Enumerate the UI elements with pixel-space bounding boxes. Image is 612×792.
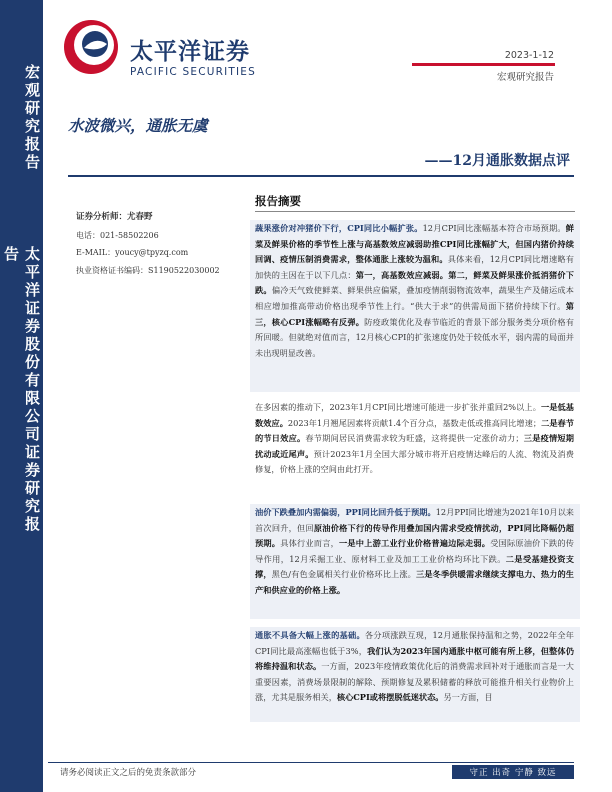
analyst-email[interactable]: E-MAIL：youcy@tpyzq.com xyxy=(76,248,189,257)
brand-name-en: PACIFIC SECURITIES xyxy=(130,66,257,78)
header-accent-line xyxy=(412,63,555,66)
pacific-logo-icon xyxy=(62,18,120,76)
report-subtitle: ——12月通胀数据点评 xyxy=(424,153,570,169)
footer-divider xyxy=(48,762,574,763)
footer-disclaimer: 请务必阅读正文之后的免责条款部分 xyxy=(60,768,197,778)
report-title: 水波微兴，通胀无虞 xyxy=(68,116,208,135)
title-divider xyxy=(68,175,574,177)
analyst-name: 证券分析师：尤春野 xyxy=(76,212,153,222)
footer-motto: 守正 出奇 宁静 致远 xyxy=(452,765,574,779)
summary-divider xyxy=(255,211,575,212)
sidebar-company-label: 太平洋证券股份有限公司证券研究报告 xyxy=(2,246,41,534)
summary-paragraph-4: 通胀不具备大幅上涨的基础。各分项涨跌互现，12月通胀保持温和之势，2022年全年CPI同比最高涨幅也低于3%，我们认为2023年国内通胀中枢可能有所上移，但整体仍将维持温和状态。一方面，2023年疫情政策优化后的消费需求回补对于通胀而言是一大重要因素，消费场景限制的解除、预期修复及累积储蓄的释放可能推升相关行业物价上涨，尤其是服务相关，核心CPI或将摆脱低迷状态。另一方面，目 xyxy=(255,630,574,703)
report-category: 宏观研究报告 xyxy=(496,72,554,83)
analyst-license: 执业资格证书编码：S1190522030002 xyxy=(76,265,220,275)
brand-name: 太平洋证券 xyxy=(130,39,250,65)
sidebar-report-type: 宏观研究报告 xyxy=(23,64,41,172)
report-date: 2023-1-12 xyxy=(504,50,554,61)
summary-heading: 报告摘要 xyxy=(255,194,301,208)
summary-paragraph-3: 油价下跌叠加内需偏弱，PPI同比回升低于预期。12月PPI同比增速为2021年10月以来首次回升，但回原油价格下行的传导作用叠加国内需求受疫情扰动，PPI同比降幅仍超预期。具体行业而言，一是中上游工业行业价格普遍边际走弱。受国际原油价下跌的传导作用，12月采掘工业、原材料工业及加工工业价格均环比下跌。二是受基建投资支撑，黑色/有色金属相关行业价格环比上涨。三是冬季供暖需求继续支撑电力、热力的生产和供应业的价格上涨。 xyxy=(255,507,574,595)
analyst-phone: 电话：021-58502206 xyxy=(76,230,159,240)
author-block xyxy=(76,209,236,279)
summary-paragraph-1: 蔬果涨价对冲猪价下行，CPI同比小幅扩张。12月CPI同比涨幅基本符合市场预期。鲜菜及鲜果价格的季节性上涨与高基数效应减弱助推CPI同比涨幅扩大，但国内猪价持续回调、疫情压制消费需求，整体通胀上涨较为温和。具体来看，12月CPI同比增速略有加快的主因在于以下几点：第一，高基数效应减弱。第二，鲜菜及鲜果涨价抵消猪价下跌。偏冷天气致使鲜菜、鲜果供应偏紧，叠加疫情削弱物流效率，蔬果生产及储运成本相应增加推高带动价格出现季节性上行。“供大于求”的供需局面下猪价持续下行。第三，核心CPI涨幅略有反弹。防疫政策优化及春节临近的背景下部分服务类分项价格有所回暖。但就绝对值而言，12月核心CPI的扩张速度仍处于较低水平，弱内需的局面并未出现明显改善。 xyxy=(255,223,574,358)
summary-paragraph-2: 在多因素的推动下，2023年1月CPI同比增速可能进一步扩张并重回2%以上。一是低基数效应。2023年1月翘尾因素将贡献1.4个百分点，基数走低或推高同比增速；二是春节的节日效应。春节期间居民消费需求较为旺盛，这将提供一定涨价动力；三是疫情短期扰动或近尾声。预计2023年1月全国大部分城市将开启疫情达峰后的人流、物流及消费修复，价格上涨的空间由此打开。 xyxy=(255,402,574,475)
